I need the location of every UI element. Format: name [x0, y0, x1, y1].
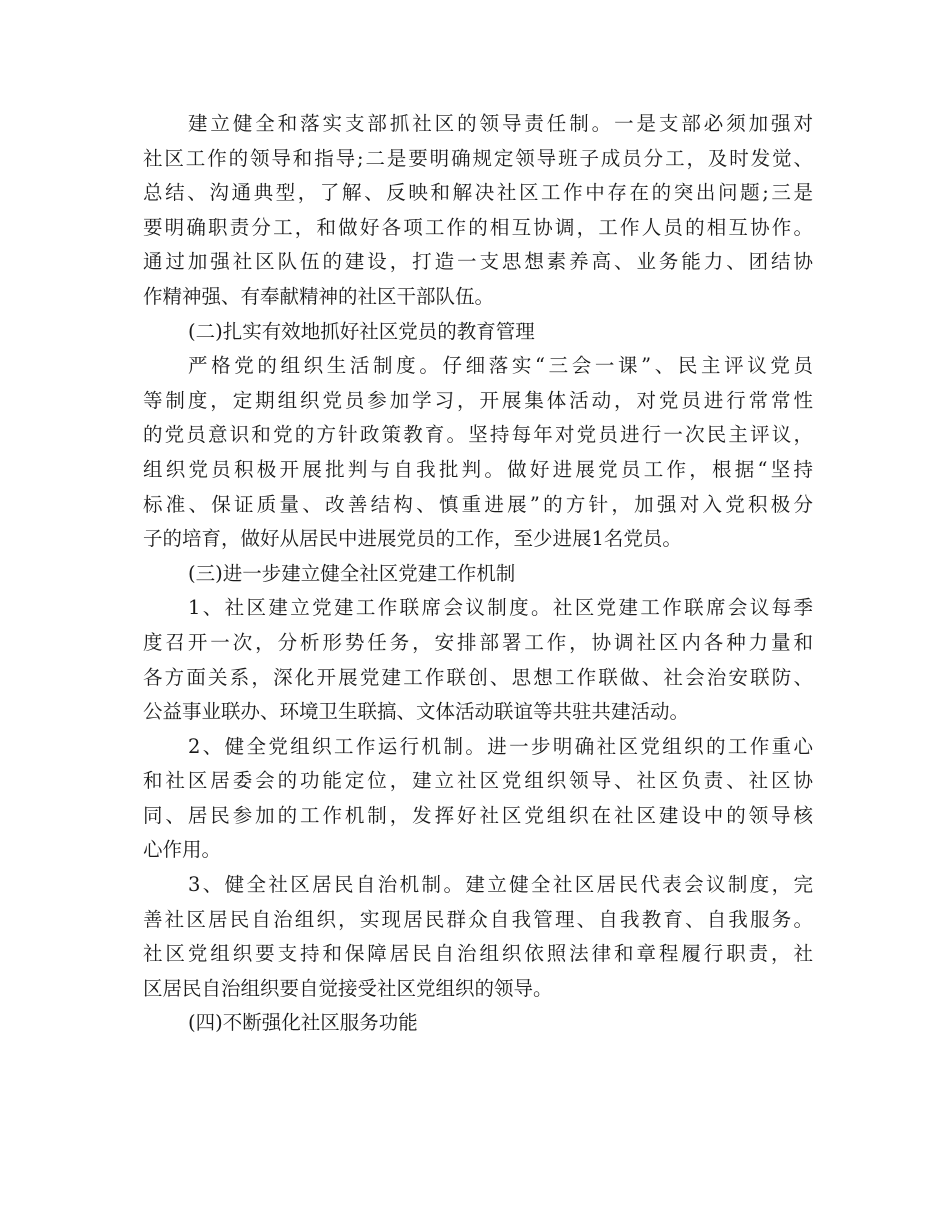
- paragraph-leadership-responsibility: [143, 107, 813, 315]
- text-line: 组织党员积极开展批判与自我批判。做好进展党员工作，根据“坚持: [143, 457, 813, 481]
- text-line: 社区工作的领导和指导;二是要明确规定领导班子成员分工，及时发觉、: [143, 146, 813, 170]
- text-line: 各方面关系，深化开展党建工作联创、思想工作联做、社会治安联防、: [143, 665, 813, 689]
- paragraph-item-2: [143, 730, 813, 868]
- text-line: 严格党的组织生活制度。仔细落实“三会一课”、民主评议党员: [188, 354, 813, 378]
- text-line: 建立健全和落实支部抓社区的领导责任制。一是支部必须加强对: [188, 112, 813, 135]
- text-line: 善社区居民自治组织，实现居民群众自我管理、自我教育、自我服务。: [143, 907, 813, 931]
- paragraph-party-life-system: [143, 349, 813, 557]
- text-line: 心作用。: [143, 838, 222, 862]
- text-line: 区居民自治组织要自觉接受社区党组织的领导。: [143, 976, 553, 1000]
- text-line: 子的培育，做好从居民中进展党员的工作，至少进展1名党员。: [143, 527, 682, 551]
- text-line: 通过加强社区队伍的建设，打造一支思想素养高、业务能力、团结协: [143, 250, 813, 274]
- text-line: 总结、沟通典型，了解、反映和解决社区工作中存在的突出问题;三是: [143, 181, 813, 205]
- heading-text: (三)进一步建立健全社区党建工作机制: [188, 561, 516, 585]
- document-page: [143, 107, 813, 1041]
- text-line: 公益事业联办、环境卫生联搞、文体活动联谊等共驻共建活动。: [143, 700, 690, 724]
- text-line: 2、健全党组织工作运行机制。进一步明确社区党组织的工作重心: [188, 734, 813, 758]
- heading-text: (二)扎实有效地抓好社区党员的教育管理: [188, 319, 535, 343]
- text-line: 的党员意识和党的方针政策教育。坚持每年对党员进行一次民主评议，: [143, 423, 813, 447]
- text-line: 作精神强、有奉献精神的社区干部队伍。: [143, 284, 495, 308]
- text-line: 要明确职责分工，和做好各项工作的相互协调，工作人员的相互协作。: [143, 215, 813, 239]
- heading-text: (四)不断强化社区服务功能: [188, 1011, 418, 1035]
- paragraph-item-1: [143, 591, 813, 729]
- text-line: 标准、保证质量、改善结构、慎重进展”的方针，加强对入党积极分: [143, 492, 813, 516]
- text-line: 等制度，定期组织党员参加学习，开展集体活动，对党员进行常常性: [143, 388, 813, 412]
- section-heading-4: [143, 1006, 813, 1041]
- text-line: 和社区居委会的功能定位，建立社区党组织领导、社区负责、社区协: [143, 769, 813, 793]
- paragraph-item-3: [143, 868, 813, 1006]
- section-heading-3: [143, 557, 813, 592]
- text-line: 社区党组织要支持和保障居民自治组织依照法律和章程履行职责，社: [143, 942, 813, 966]
- section-heading-2: [143, 315, 813, 350]
- text-line: 1、社区建立党建工作联席会议制度。社区党建工作联席会议每季: [188, 596, 813, 620]
- text-line: 3、健全社区居民自治机制。建立健全社区居民代表会议制度，完: [188, 873, 813, 897]
- text-line: 同、居民参加的工作机制，发挥好社区党组织在社区建设中的领导核: [143, 803, 813, 827]
- text-line: 度召开一次，分析形势任务，安排部署工作，协调社区内各种力量和: [143, 630, 813, 654]
